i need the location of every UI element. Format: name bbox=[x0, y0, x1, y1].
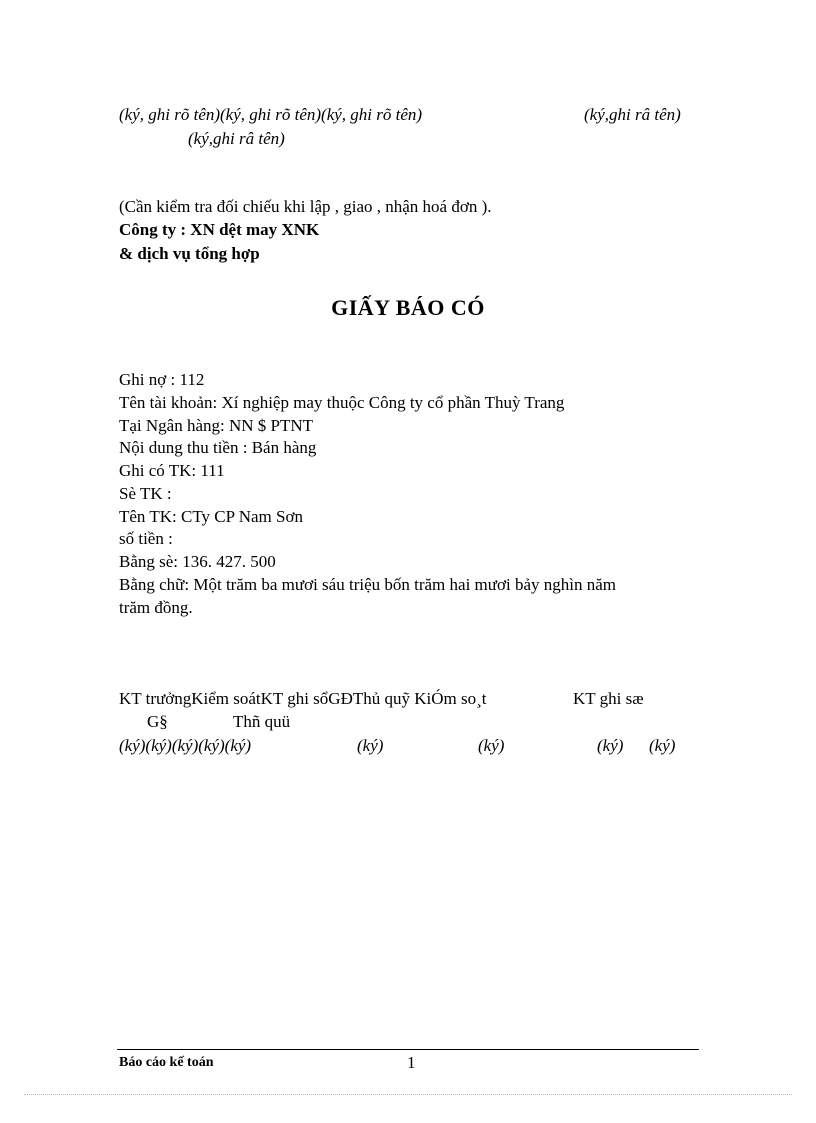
signer-title-ke-toan: KT ghi sæ bbox=[573, 689, 644, 708]
page-number: 1 bbox=[407, 1053, 416, 1072]
footer-rule bbox=[117, 1049, 699, 1050]
signature-ky-1: (ký) bbox=[357, 736, 384, 755]
footer-label: Báo cáo kế toán bbox=[119, 1055, 214, 1070]
signer-titles-row1: KT trưởngKiểm soátKT ghi sổGĐThủ quỹ KiÓm so¸t bbox=[119, 689, 487, 708]
signer-title-gd: G§ bbox=[147, 712, 168, 731]
signature-placeholders-row1: (ký, ghi rõ tên)(ký, ghi rõ tên)(ký, ghi rõ tên) bbox=[119, 105, 423, 124]
signature-ky-group: (ký)(ký)(ký)(ký)(ký) bbox=[119, 736, 252, 755]
field-amount-words-cont: trăm đồng. bbox=[119, 598, 193, 617]
field-ghi-no: Ghi nợ : 112 bbox=[119, 370, 205, 389]
verification-note: (Cần kiểm tra đối chiếu khi lập , giao , nhận hoá đơn ). bbox=[119, 197, 492, 216]
document-title: GIẤY BÁO CÓ bbox=[331, 295, 485, 320]
signature-ky-4: (ký) bbox=[649, 736, 676, 755]
signature-ky-2: (ký) bbox=[478, 736, 505, 755]
signature-ky-3: (ký) bbox=[597, 736, 624, 755]
field-content: Nội dung thu tiền : Bán hàng bbox=[119, 438, 317, 457]
signature-placeholder-row2: (ký,ghi râ tên) bbox=[188, 129, 285, 148]
signer-title-thu-quy: Thñ quü bbox=[233, 712, 291, 731]
field-account-number: Sè TK : bbox=[119, 484, 172, 503]
signature-placeholder-right: (ký,ghi râ tên) bbox=[584, 105, 681, 124]
field-amount-words: Bằng chữ: Một trăm ba mươi sáu triệu bốn trăm hai mươi bảy nghìn năm bbox=[119, 575, 616, 594]
company-subline: & dịch vụ tổng hợp bbox=[119, 244, 260, 263]
field-bank: Tại Ngân hàng: NN $ PTNT bbox=[119, 416, 314, 435]
field-ghi-co: Ghi có TK: 111 bbox=[119, 461, 225, 480]
field-amount-label: số tiền : bbox=[119, 529, 173, 548]
field-amount-number: Bằng sè: 136. 427. 500 bbox=[119, 552, 276, 571]
field-account-name: Tên tài khoản: Xí nghiệp may thuộc Công ty cổ phần Thuỳ Trang bbox=[119, 393, 565, 412]
field-tk-name: Tên TK: CTy CP Nam Sơn bbox=[119, 507, 303, 526]
page-bottom-divider bbox=[24, 1094, 792, 1095]
company-name: Công ty : XN dệt may XNK bbox=[119, 220, 320, 239]
